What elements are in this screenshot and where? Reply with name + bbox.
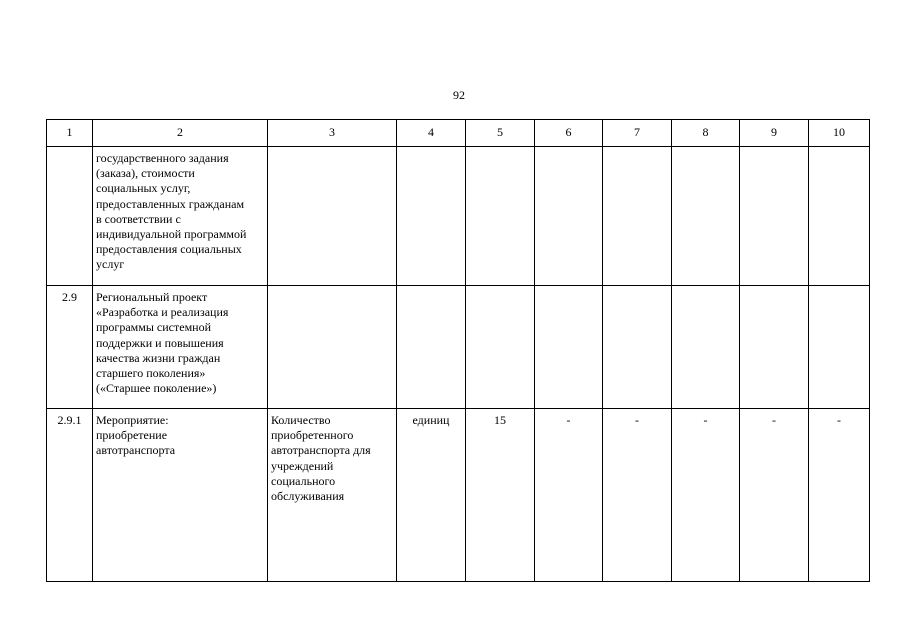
table-row	[47, 286, 870, 409]
row-name	[93, 147, 268, 286]
table-row	[47, 409, 870, 582]
row-unit	[397, 286, 466, 409]
row-value-9	[740, 147, 809, 286]
page-number: 92	[453, 88, 465, 102]
table-header-row	[47, 120, 870, 147]
row-value-10	[809, 147, 870, 286]
row-indicator	[268, 409, 397, 582]
row-value-5: 15	[466, 409, 535, 582]
row-value-6: -	[535, 409, 603, 582]
row-value-6	[535, 147, 603, 286]
row-value-6	[535, 286, 603, 409]
header-cell: 7	[603, 120, 672, 147]
row-number: 2.9	[47, 286, 93, 409]
row-name-text: государственного задания (заказа), стоимости социальных услуг, предоставленных гражданам в соответствии с индивидуальной программой предоставления социальных услуг	[96, 151, 247, 272]
row-value-10	[809, 286, 870, 409]
row-value-9: -	[740, 409, 809, 582]
plan-table	[46, 119, 870, 582]
row-value-7	[603, 286, 672, 409]
header-cell: 10	[809, 120, 870, 147]
row-value-10: -	[809, 409, 870, 582]
header-cell: 2	[93, 120, 268, 147]
header-cell: 3	[268, 120, 397, 147]
row-value-8	[672, 147, 740, 286]
row-name-text: Мероприятие: приобретение автотранспорта	[96, 413, 176, 458]
header-cell: 4	[397, 120, 466, 147]
row-value-5	[466, 147, 535, 286]
header-cell: 6	[535, 120, 603, 147]
row-indicator	[268, 286, 397, 409]
header-cell: 5	[466, 120, 535, 147]
table-row	[47, 147, 870, 286]
row-unit	[397, 147, 466, 286]
row-name	[93, 409, 268, 582]
row-name	[93, 286, 268, 409]
header-cell: 9	[740, 120, 809, 147]
row-value-8	[672, 286, 740, 409]
row-indicator	[268, 147, 397, 286]
header-cell: 1	[47, 120, 93, 147]
row-value-7	[603, 147, 672, 286]
row-indicator-text: Количество приобретенного автотранспорта для учреждений социального обслуживания	[271, 413, 371, 504]
row-value-9	[740, 286, 809, 409]
row-number: 2.9.1	[47, 409, 93, 582]
row-value-7: -	[603, 409, 672, 582]
header-cell: 8	[672, 120, 740, 147]
row-number	[47, 147, 93, 286]
row-unit: единиц	[397, 409, 466, 582]
row-value-8: -	[672, 409, 740, 582]
row-value-5	[466, 286, 535, 409]
row-name-text: Региональный проект «Разработка и реализация программы системной поддержки и повышения качества жизни граждан старшего поколения» («Старшее поколение»)	[96, 290, 229, 396]
